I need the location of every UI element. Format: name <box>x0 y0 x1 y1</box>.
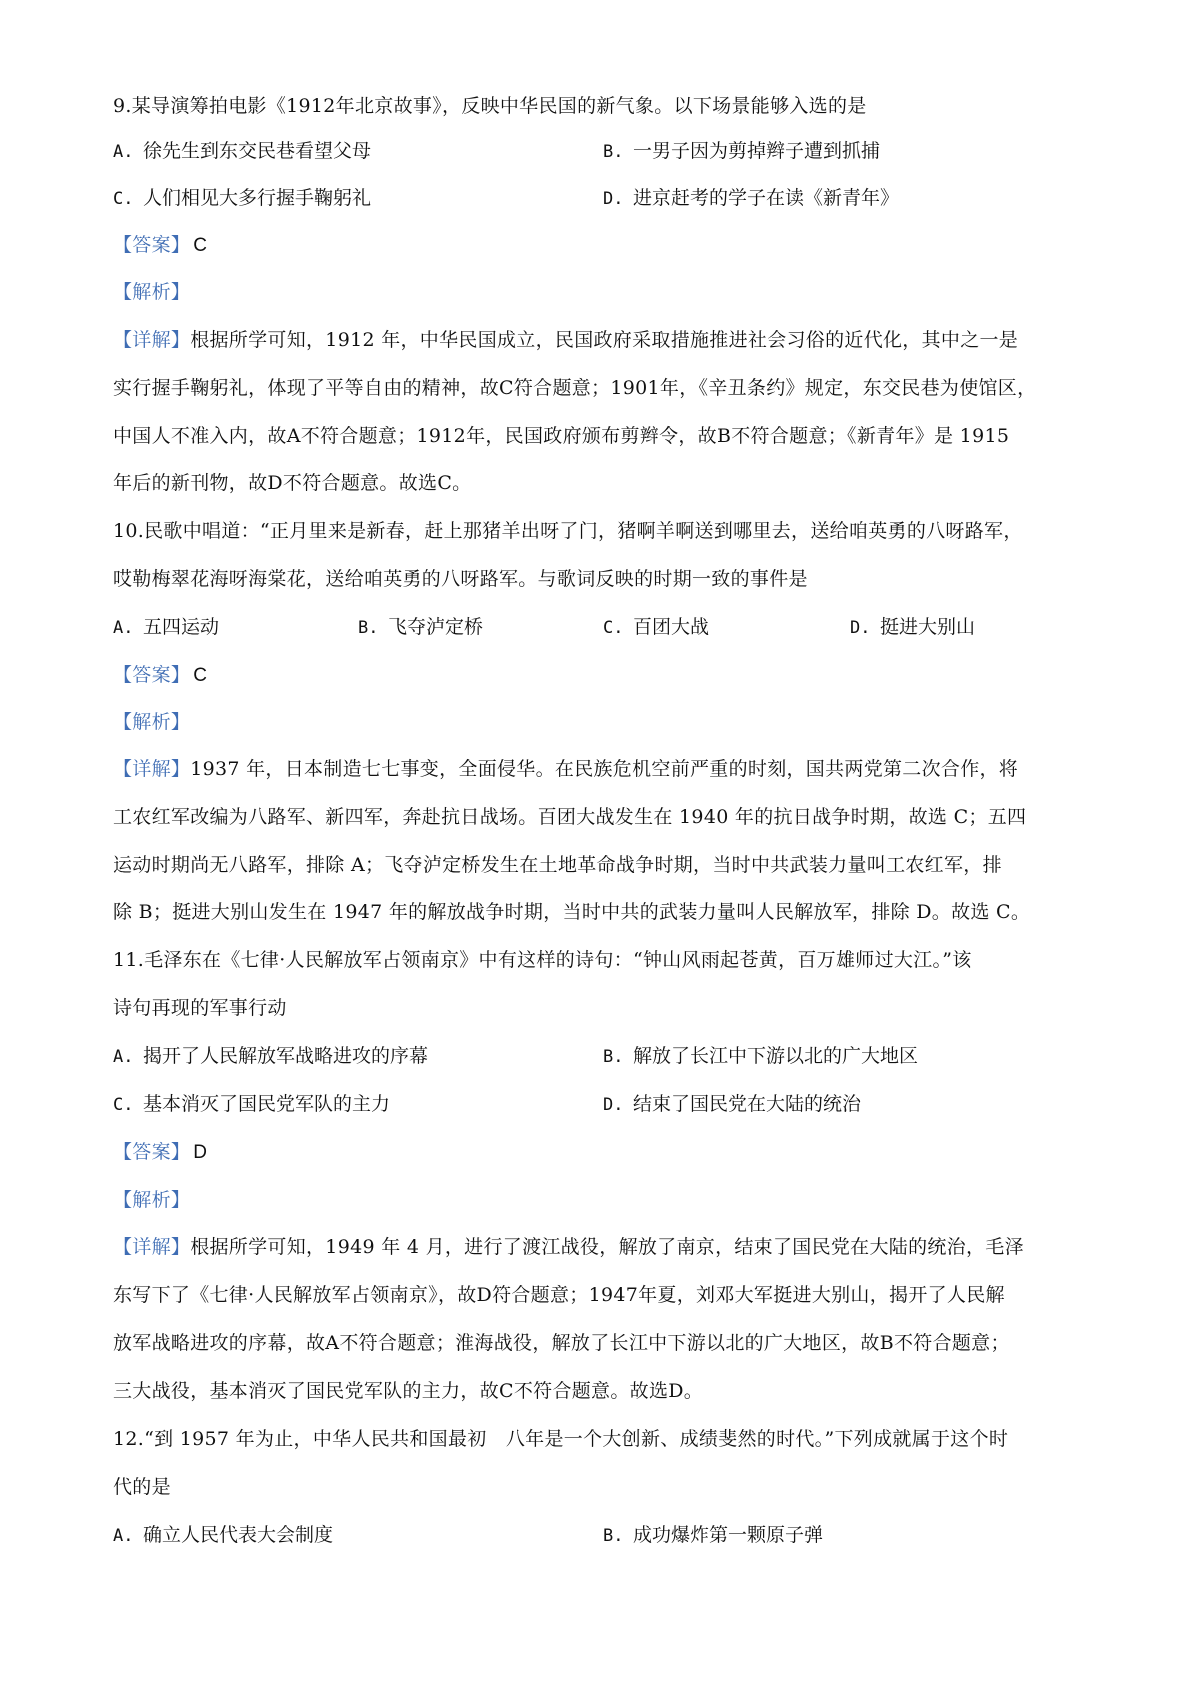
question-10-detail-line <box>113 756 1018 782</box>
question-10-option-d: D. 挺进大别山 <box>850 616 976 638</box>
question-10-stem-line: 10.民歌中唱道：“正月里来是新春，赶上那猪羊出呀了门，猪啊羊啊送到哪里去，送给咱英勇的八呀路军， <box>113 520 1023 542</box>
answer-label: 【答案】 <box>113 664 191 686</box>
option-text: 百团大战 <box>633 616 710 638</box>
question-11-detail-line: 三大战役，基本消灭了国民党军队的主力，故C不符合题意。故选D。 <box>113 1380 704 1402</box>
option-text: 确立人民代表大会制度 <box>143 1524 334 1546</box>
answer-label: 【答案】 <box>113 234 191 256</box>
option-text: 结束了国民党在大陆的统治 <box>633 1093 862 1115</box>
question-9-detail-line: 实行握手鞠躬礼，体现了平等自由的精神，故C符合题意；1901年，《辛丑条约》规定，东交民巷为使馆区， <box>113 377 1037 399</box>
detail-label: 【详解】 <box>113 329 191 351</box>
question-12-stem-line: 12.“到 1957 年为止，中华人民共和国最初 八年是一个大创新、成绩斐然的时代。”下列成就属于这个时 <box>113 1428 1009 1450</box>
option-text: 成功爆炸第一颗原子弹 <box>633 1524 824 1546</box>
question-11-detail-line: 东写下了《七律·人民解放军占领南京》，故D符合题意；1947年夏，刘邓大军挺进大别山，揭开了人民解 <box>113 1284 1005 1306</box>
question-11-stem-line: 诗句再现的军事行动 <box>113 997 287 1019</box>
question-9-detail-line <box>113 327 1018 353</box>
question-9-analysis-label: 【解析】 <box>113 281 191 303</box>
answer-value: C <box>193 665 208 686</box>
question-10-option-b: B. 飞夺泸定桥 <box>358 616 484 638</box>
question-10-detail-line: 除 B；挺进大别山发生在 1947 年的解放战争时期，当时中共的武装力量叫人民解放军，排除 D。故选 C。 <box>113 901 1031 923</box>
answer-value: D <box>193 1142 208 1163</box>
question-11-option-d: D. 结束了国民党在大陆的统治 <box>603 1093 862 1115</box>
option-text: 人们相见大多行握手鞠躬礼 <box>143 187 372 209</box>
detail-label: 【详解】 <box>113 758 191 780</box>
question-9-detail-line: 中国人不准入内，故A不符合题意；1912年，民国政府颁布剪辫令，故B不符合题意；《新青年》是 1915 <box>113 425 1010 447</box>
option-text: 解放了长江中下游以北的广大地区 <box>633 1045 919 1067</box>
question-9-option-b: B. 一男子因为剪掉辫子遭到抓捕 <box>603 140 881 162</box>
question-10-stem-line: 哎勒梅翠花海呀海棠花，送给咱英勇的八呀路军。与歌词反映的时期一致的事件是 <box>113 568 808 590</box>
question-11-analysis-label: 【解析】 <box>113 1189 191 1211</box>
option-text: 五四运动 <box>143 616 220 638</box>
option-text: 进京赶考的学子在读《新青年》 <box>633 187 900 209</box>
question-11-stem-line: 11.毛泽东在《七律·人民解放军占领南京》中有这样的诗句：“钟山风雨起苍黄，百万雄师过大江。”该 <box>113 949 972 971</box>
question-11-detail-line <box>113 1234 1024 1260</box>
question-10-answer <box>113 662 207 689</box>
question-11-answer <box>113 1139 207 1166</box>
question-12-option-a: A. 确立人民代表大会制度 <box>113 1524 334 1546</box>
option-text: 徐先生到东交民巷看望父母 <box>143 140 372 162</box>
question-9-detail-line: 年后的新刊物，故D不符合题意。故选C。 <box>113 472 472 494</box>
question-9-option-c: C. 人们相见大多行握手鞠躬礼 <box>113 187 372 209</box>
answer-label: 【答案】 <box>113 1141 191 1163</box>
option-text: 一男子因为剪掉辫子遭到抓捕 <box>633 140 881 162</box>
question-10-detail-line: 工农红军改编为八路军、新四军，奔赴抗日战场。百团大战发生在 1940 年的抗日战争时期，故选 C；五四 <box>113 806 1027 828</box>
detail-text: 1937 年，日本制造七七事变，全面侵华。在民族危机空前严重的时刻，国共两党第二次合作，将 <box>190 758 1019 780</box>
question-11-detail-line: 放军战略进攻的序幕，故A不符合题意；淮海战役，解放了长江中下游以北的广大地区，故B不符合题意； <box>113 1332 1010 1354</box>
question-10-detail-line: 运动时期尚无八路军，排除 A；飞夺泸定桥发生在土地革命战争时期，当时中共武装力量叫工农红军，排 <box>113 854 1002 876</box>
detail-text: 根据所学可知，1912 年，中华民国成立，民国政府采取措施推进社会习俗的近代化，其中之一是 <box>190 329 1019 351</box>
question-9-option-d: D. 进京赶考的学子在读《新青年》 <box>603 187 900 209</box>
question-11-option-a: A. 揭开了人民解放军战略进攻的序幕 <box>113 1045 429 1067</box>
question-11-option-c: C. 基本消灭了国民党军队的主力 <box>113 1093 391 1115</box>
question-12-option-b: B. 成功爆炸第一颗原子弹 <box>603 1524 824 1546</box>
option-text: 飞夺泸定桥 <box>388 616 484 638</box>
answer-value: C <box>193 235 208 256</box>
question-9-option-a: A. 徐先生到东交民巷看望父母 <box>113 140 372 162</box>
question-10-option-a: A. 五四运动 <box>113 616 220 638</box>
question-12-stem-line: 代的是 <box>113 1476 171 1498</box>
question-9-answer <box>113 232 207 259</box>
question-11-option-b: B. 解放了长江中下游以北的广大地区 <box>603 1045 919 1067</box>
option-text: 挺进大别山 <box>880 616 976 638</box>
question-10-analysis-label: 【解析】 <box>113 711 191 733</box>
option-text: 基本消灭了国民党军队的主力 <box>143 1093 391 1115</box>
detail-label: 【详解】 <box>113 1236 191 1258</box>
question-10-option-c: C. 百团大战 <box>603 616 710 638</box>
option-text: 揭开了人民解放军战略进攻的序幕 <box>143 1045 429 1067</box>
question-9-stem: 9.某导演筹拍电影《1912年北京故事》，反映中华民国的新气象。以下场景能够入选的是 <box>113 95 867 117</box>
detail-text: 根据所学可知，1949 年 4 月，进行了渡江战役，解放了南京，结束了国民党在大陆的统治，毛泽 <box>190 1236 1024 1258</box>
